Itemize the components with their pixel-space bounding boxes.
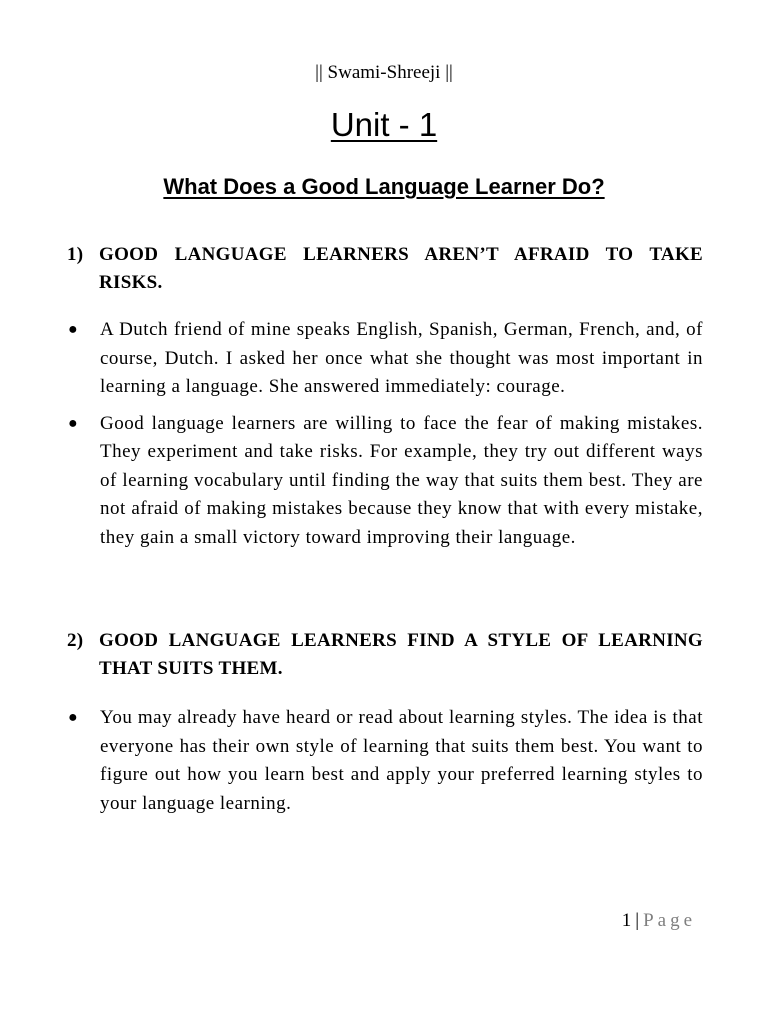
bullet-icon: ● — [68, 414, 79, 432]
list-item — [67, 316, 703, 402]
document-title: What Does a Good Language Learner Do? — [163, 174, 605, 199]
list-item — [67, 704, 703, 818]
bullet-icon: ● — [68, 321, 79, 338]
section-heading-text: GOOD LANGUAGE LEARNERS AREN’T AFRAID TO TAKE RISKS. — [99, 244, 703, 293]
bullet-icon: ● — [68, 709, 79, 726]
bullet-text: A Dutch friend of mine speaks English, Spanish, German, French, and, of course, Dutch. I asked her once what she thought was most important in learning a language. She answered immediately: courage. — [100, 319, 703, 397]
section-number: 2) — [67, 630, 84, 651]
invocation-line: || Swami-Shreeji || — [315, 62, 453, 83]
bullet-text: You may already have heard or read about learning styles. The idea is that everyone has their own style of learning that suits them best. You want to figure out how you learn best and apply your preferred learning styles to your language learning. — [100, 707, 703, 814]
bullet-text: Good language learners are willing to face the fear of making mistakes. They experiment and take risks. For example, they try out different ways of learning vocabulary until finding the way that suits them best. They are not afraid of making mistakes because they know that with every mistake, they gain a small victory toward improving their language. — [100, 412, 703, 548]
section-number: 1) — [67, 244, 84, 265]
section-2 — [67, 627, 703, 683]
page-label: Page — [643, 910, 696, 931]
section-heading — [67, 627, 703, 683]
section-2-bullets — [67, 704, 703, 826]
section-heading-text: GOOD LANGUAGE LEARNERS FIND A STYLE OF LEARNING THAT SUITS THEM. — [99, 630, 703, 679]
section-1-bullets — [67, 316, 703, 560]
section-1 — [67, 241, 703, 297]
page-number: 1 — [621, 910, 632, 931]
unit-title: Unit - 1 — [330, 106, 438, 143]
footer-separator: | — [635, 910, 640, 931]
list-item — [67, 410, 703, 553]
page-footer — [622, 910, 696, 932]
section-heading — [67, 241, 703, 297]
